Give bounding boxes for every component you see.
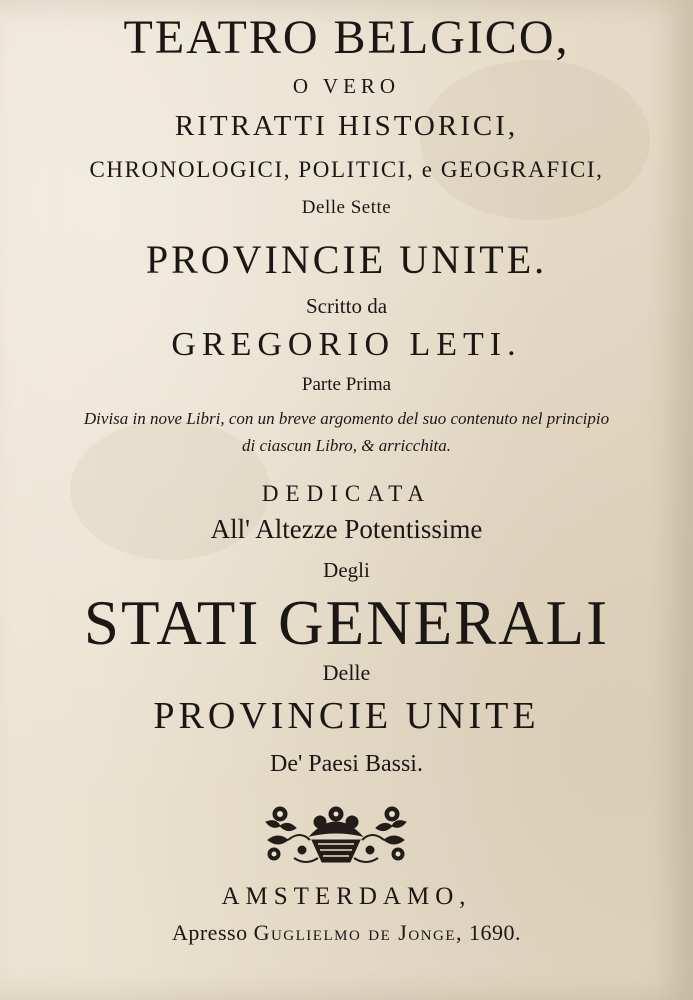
subtitle-line-2: CHRONOLOGICI, POLITICI, e GEOGRAFICI, [89,157,604,182]
dedicata: DEDICATA [261,481,432,506]
provincie-unite-heading: PROVINCIE UNITE. [145,237,548,282]
imprint-line [0,922,693,944]
imprint-year: 1690. [469,920,522,945]
parte-prima: Parte Prima [301,374,392,395]
book-title: TEATRO BELGICO, [123,11,570,64]
o-vero: O VERO [292,74,401,98]
floral-ornament-icon [258,800,414,870]
provincie-unite-subheading: PROVINCIE UNITE [153,695,540,737]
imprint-apresso: Apresso [171,920,248,945]
delle: Delle [322,660,371,685]
divisa-line-1: Divisa in nove Libri, con un breve argomento del suo contenuto nel principio [83,409,610,428]
scritto-da: Scritto da [305,294,388,318]
divisa-line-2: di ciascun Libro, & arricchita. [241,436,452,455]
imprint-printer: Guglielmo de Jonge, [253,920,464,945]
paesi-bassi: De' Paesi Bassi. [270,751,423,777]
subtitle-line-1: RITRATTI HISTORICI, [174,110,519,142]
imprint-place: AMSTERDAMO, [221,883,472,910]
delle-sette: Delle Sette [301,197,392,218]
altezze-potentissime: All' Altezze Potentissime [210,514,483,544]
degli: Degli [323,558,370,582]
author-name: GREGORIO LETI. [171,326,522,363]
stati-generali-heading: STATI GENERALI [83,588,610,658]
